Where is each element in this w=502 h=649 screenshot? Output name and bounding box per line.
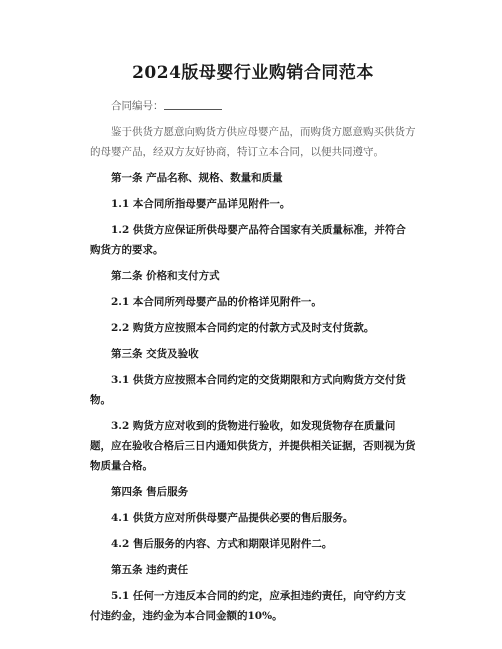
clause-2-1: 2.1 本合同所列母婴产品的价格详见附件一。 [111, 296, 322, 308]
intro-paragraph: 鉴于供货方愿意向购货方供应母婴产品，而购货方愿意购买供货方的母婴产品，经双方友好协商，特订立本合同，以便共同遵守。 [90, 126, 416, 158]
clause-5-1: 5.1 任何一方违反本合同的约定，应承担违约责任，向守约方支付违约金，违约金为本合同金额的10%。 [90, 590, 406, 622]
clause-4-1: 4.1 供货方应对所供母婴产品提供必要的售后服务。 [111, 512, 354, 524]
contract-number-blank [164, 97, 222, 110]
contract-number-label: 合同编号： [111, 100, 164, 112]
contract-number-line [90, 96, 416, 116]
section-3-heading: 第三条 交货及验收 [111, 348, 199, 360]
clause-1-1: 1.1 本合同所指母婴产品详见附件一。 [111, 198, 291, 210]
section-4-heading: 第四条 售后服务 [111, 486, 189, 498]
clause-3-2: 3.2 购货方应对收到的货物进行验收，如发现货物存在质量问题，应在验收合格后三日内通知供货方，并提供相关证据，否则视为货物质量合格。 [90, 420, 416, 472]
section-1-heading: 第一条 产品名称、规格、数量和质量 [111, 172, 283, 184]
document-title: 2024版母婴行业购销合同范本 [132, 63, 374, 83]
clause-2-2: 2.2 购货方应按照本合同约定的付款方式及时支付货款。 [111, 322, 375, 334]
section-5-heading: 第五条 违约责任 [111, 564, 189, 576]
section-2-heading: 第二条 价格和支付方式 [111, 270, 220, 282]
clause-4-2: 4.2 售后服务的内容、方式和期限详见附件二。 [111, 538, 333, 550]
clause-3-1: 3.1 供货方应按照本合同约定的交货期限和方式向购货方交付货物。 [90, 374, 406, 406]
clause-1-2: 1.2 供货方应保证所供母婴产品符合国家有关质量标准，并符合购货方的要求。 [90, 224, 406, 256]
